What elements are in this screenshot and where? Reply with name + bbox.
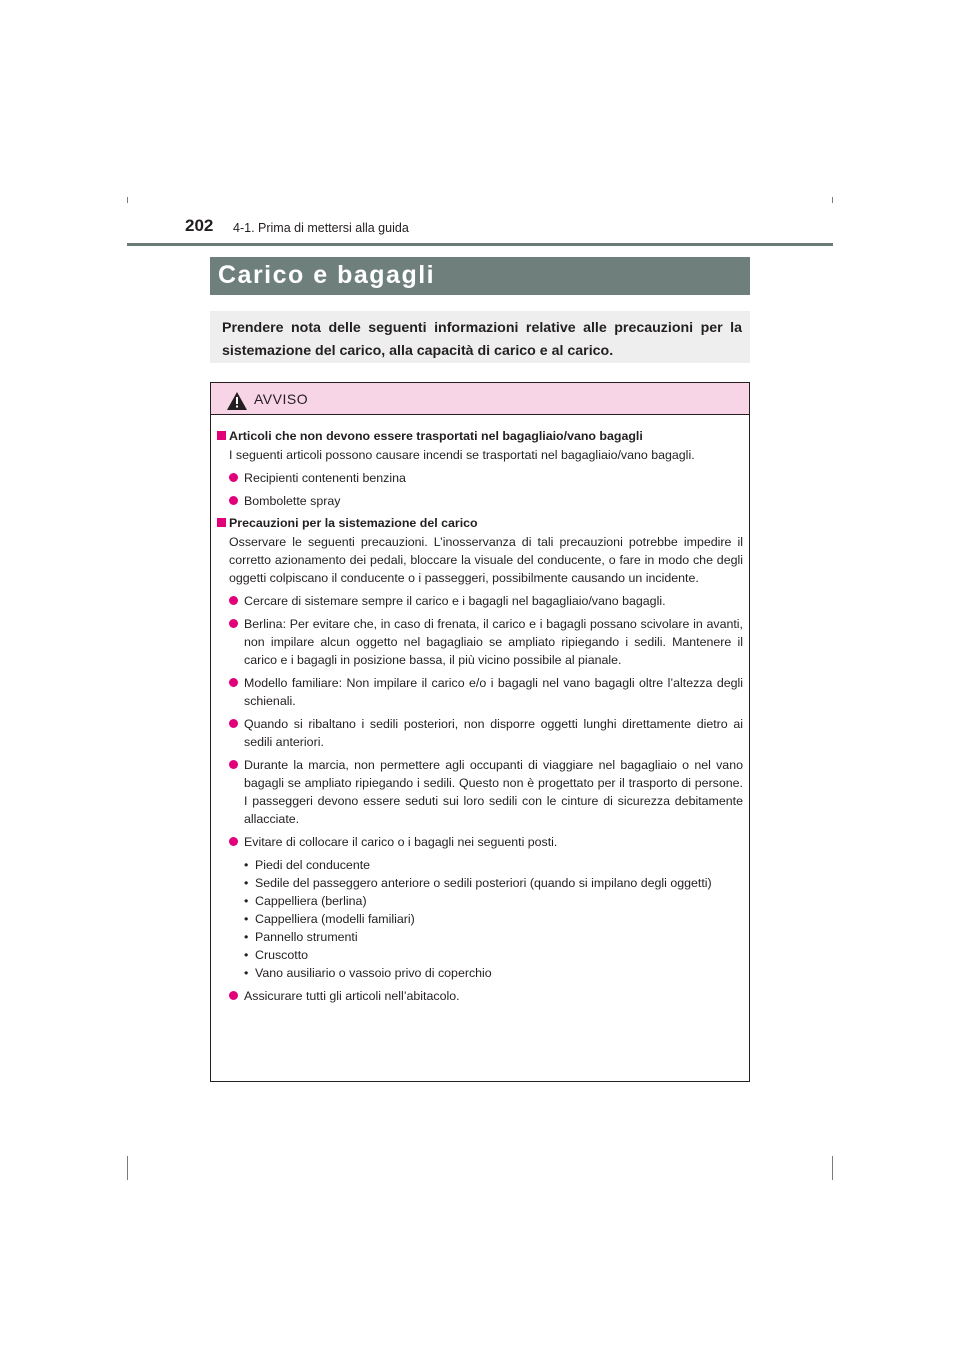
sub-bullet-icon: • [244,966,249,980]
square-bullet-icon [217,518,226,527]
crop-mark [127,197,128,203]
sub-list-item [217,892,743,910]
section-heading-text: Articoli che non devono essere trasportati nel bagagliaio/vano bagagli [229,429,643,443]
page-title: Carico e bagagli [210,257,750,295]
bullet-dot-icon [229,473,238,482]
sub-bullet-icon: • [244,912,249,926]
intro-box [210,311,750,363]
bullet-dot-icon [229,719,238,728]
crop-mark [832,197,833,203]
sub-list-item-text: Cappelliera (modelli familiari) [255,912,415,926]
sub-bullet-icon: • [244,894,249,908]
warning-body [211,415,749,1005]
sub-list-item [217,874,743,892]
square-bullet-icon [217,431,226,440]
sub-list-item [217,964,743,982]
list-item [217,833,743,851]
list-item [217,715,743,751]
sub-list-item-text: Vano ausiliario o vassoio privo di coperchio [255,966,492,980]
warning-label: AVVISO [254,391,309,407]
sub-list-item-text: Cruscotto [255,948,309,962]
list-item [217,674,743,710]
bullet-dot-icon [229,678,238,687]
list-item [217,987,743,1005]
list-item [217,615,743,669]
sub-bullet-icon: • [244,858,249,872]
list-item-text: Berlina: Per evitare che, in caso di frenata, il carico e i bagagli possano scivolare in avanti, non impilare alcun oggetto nel bagagliaio se ampliato ripiegando i sedili. Mantenere il carico e i bagagli in posizione bassa, il più vicino possibile al pianale. [244,617,743,667]
list-item [217,592,743,610]
sub-bullet-icon: • [244,948,249,962]
sub-list-item-text: Piedi del conducente [255,858,371,872]
header-rule [127,243,833,246]
sub-bullet-icon: • [244,930,249,944]
warning-triangle-icon [227,392,247,415]
bullet-dot-icon [229,837,238,846]
section-heading-text: Precauzioni per la sistemazione del carico [229,516,478,530]
page-number: 202 [185,216,214,235]
bullet-dot-icon [229,760,238,769]
list-item-text: Assicurare tutti gli articoli nell’abitacolo. [244,989,460,1003]
section-heading [217,514,743,532]
bullet-dot-icon [229,991,238,1000]
list-item-text: Durante la marcia, non permettere agli occupanti di viaggiare nel bagagliaio o nel vano bagagli se ampliato ripiegando i sedili. Questo non è progettato per il trasporto di persone. I passeggeri devono essere seduti sui loro sedili con le cinture di sicurezza debitamente allacciate. [244,758,743,826]
section-heading [217,427,743,445]
list-item-text: Modello familiare: Non impilare il carico e/o i bagagli nel vano bagagli oltre l’altezza degli schienali. [244,676,743,708]
intro-text: Prendere nota delle seguenti informazioni relative alle precauzioni per la sistemazione del carico, alla capacità di carico e al carico. [222,320,742,359]
warning-box [210,382,750,1082]
sub-list-item [217,856,743,874]
sub-list-item-text: Sedile del passeggero anteriore o sedili posteriori (quando si impilano degli oggetti) [255,876,712,890]
list-item-text: Quando si ribaltano i sedili posteriori, non disporre oggetti lunghi direttamente dietro ai sedili anteriori. [244,717,743,749]
sub-list-item-text: Cappelliera (berlina) [255,894,367,908]
crop-mark [832,1156,833,1180]
section-text: Osservare le seguenti precauzioni. L’inosservanza di tali precauzioni potrebbe impedire il corretto azionamento dei pedali, bloccare la visuale del conducente, o fare in modo che degli oggetti colpiscano il conducente o i passeggeri, possibilmente causando un incidente. [229,535,743,585]
list-item-text: Recipienti contenenti benzina [244,471,406,485]
sub-list-item [217,946,743,964]
crop-mark [127,1156,128,1180]
list-item [217,469,743,487]
list-item-text: Evitare di collocare il carico o i bagagli nei seguenti posti. [244,835,558,849]
sub-list-item-text: Pannello strumenti [255,930,358,944]
sub-bullet-icon: • [244,876,249,890]
warning-header [211,383,749,415]
list-item-text: Bombolette spray [244,494,341,508]
bullet-dot-icon [229,619,238,628]
list-item [217,756,743,828]
section-text: I seguenti articoli possono causare incendi se trasportati nel bagagliaio/vano bagagli. [229,448,695,462]
list-item [217,492,743,510]
bullet-dot-icon [229,596,238,605]
section-header: 4-1. Prima di mettersi alla guida [233,221,409,235]
sub-list-item [217,910,743,928]
bullet-dot-icon [229,496,238,505]
sub-list-item [217,928,743,946]
list-item-text: Cercare di sistemare sempre il carico e i bagagli nel bagagliaio/vano bagagli. [244,594,666,608]
